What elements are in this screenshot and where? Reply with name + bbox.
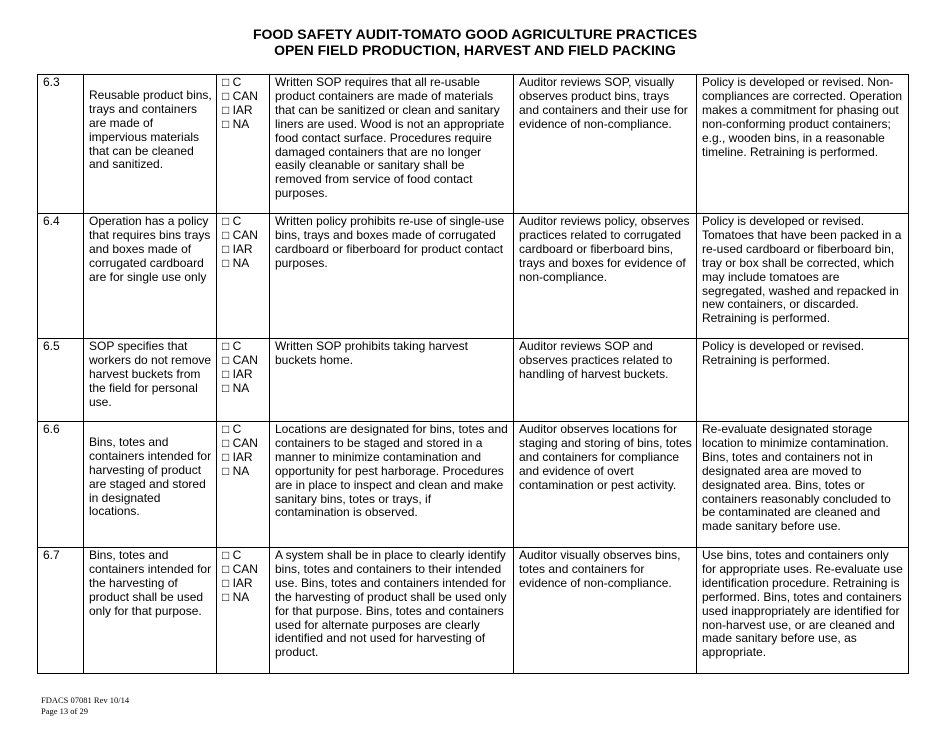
compliance-options <box>217 422 270 548</box>
requirement-cell: Bins, totes and containers intended for harvesting of product are staged and stored in designated locations. <box>84 422 217 548</box>
table-row <box>38 422 909 548</box>
verification-cell: Auditor observes locations for staging and storing of bins, totes and containers for compliance and evidence of overt contamination or pest activity. <box>514 422 697 548</box>
corrective-action-cell: Policy is developed or revised. Retraining is performed. <box>697 339 909 422</box>
option-iar-checkbox[interactable]: □ IAR <box>222 449 253 464</box>
corrective-action-cell: Policy is developed or revised. Non-compliances are corrected. Operation makes a commitment for phasing out non-conforming product containers; e.g., wooden bins, in a reasonable timeline. Retraining is performed. <box>697 75 909 214</box>
row-number: 6.6 <box>38 422 84 548</box>
option-can-checkbox[interactable]: □ CAN <box>222 561 258 576</box>
row-number: 6.4 <box>38 214 84 339</box>
table-row <box>38 548 909 674</box>
option-c-checkbox[interactable]: □ C <box>222 214 242 228</box>
sop-cell: Written SOP requires that all re-usable product containers are made of materials that can be sanitized or clean and sanitary liners are used. Wood is not an appropriate food contact surface. Procedures require damaged containers that are no longer easily cleanable or sanitary shall be removed from service of food contact purposes. <box>270 75 514 214</box>
corrective-action-cell: Re-evaluate designated storage location to minimize contamination. Bins, totes and containers not in designated area are moved to designated area. Bins, totes or containers reasonably concluded to be contaminated are cleaned and made sanitary before use. <box>697 422 909 548</box>
option-na-checkbox[interactable]: □ NA <box>222 463 250 478</box>
option-can-checkbox[interactable]: □ CAN <box>222 227 258 242</box>
sop-cell: Written SOP prohibits taking harvest buckets home. <box>270 339 514 422</box>
option-na-checkbox[interactable]: □ NA <box>222 589 250 604</box>
verification-cell: Auditor visually observes bins, totes and containers for evidence of non-compliance. <box>514 548 697 674</box>
option-na-checkbox[interactable]: □ NA <box>222 380 250 395</box>
compliance-options <box>217 75 270 214</box>
corrective-action-cell: Policy is developed or revised. Tomatoes that have been packed in a re-used cardboard or fiberboard bin, tray or box shall be corrected, which may include tomatoes are segregated, washed and repacked in new containers, or discarded. Retraining is performed. <box>697 214 909 339</box>
option-can-checkbox[interactable]: □ CAN <box>222 88 258 103</box>
sop-cell: Written policy prohibits re-use of single-use bins, trays and boxes made of corrugated cardboard or fiberboard for product contact purposes. <box>270 214 514 339</box>
corrective-action-cell: Use bins, totes and containers only for appropriate uses. Re-evaluate use identification procedure. Retraining is performed. Bins, totes and containers used inappropriately are identified for non-harvest use, or are cleaned and made sanitary before use, as appropriate. <box>697 548 909 674</box>
option-c-checkbox[interactable]: □ C <box>222 548 242 562</box>
sop-cell: Locations are designated for bins, totes and containers to be staged and stored in a manner to minimize contamination and opportunity for pest harborage. Procedures are in place to inspect and clean and make sanitary bins, totes or trays, if contamination is observed. <box>270 422 514 548</box>
requirement-cell: SOP specifies that workers do not remove harvest buckets from the field for personal use. <box>84 339 217 422</box>
option-iar-checkbox[interactable]: □ IAR <box>222 102 253 117</box>
audit-table <box>37 74 909 674</box>
row-number: 6.3 <box>38 75 84 214</box>
option-c-checkbox[interactable]: □ C <box>222 75 242 89</box>
sop-cell: A system shall be in place to clearly identify bins, totes and containers to their intended use. Bins, totes and containers intended for the harvesting of product shall be used only for that purpose. Bins, totes and containers used for alternate purposes are clearly identified and not used for harvesting of product. <box>270 548 514 674</box>
requirement-cell: Bins, totes and containers intended for the harvesting of product shall be used only for that purpose. <box>84 548 217 674</box>
option-iar-checkbox[interactable]: □ IAR <box>222 241 253 256</box>
document-title-line-1: FOOD SAFETY AUDIT-TOMATO GOOD AGRICULTURE PRACTICES <box>252 26 698 42</box>
table-row <box>38 75 909 214</box>
verification-cell: Auditor reviews policy, observes practices related to corrugated cardboard or fiberboard bins, trays and boxes for evidence of non-compliance. <box>514 214 697 339</box>
option-iar-checkbox[interactable]: □ IAR <box>222 575 253 590</box>
row-number: 6.5 <box>38 339 84 422</box>
option-na-checkbox[interactable]: □ NA <box>222 116 250 131</box>
form-number: FDACS 07081 Rev 10/14 <box>41 695 130 705</box>
option-c-checkbox[interactable]: □ C <box>222 339 242 353</box>
compliance-options <box>217 214 270 339</box>
row-number: 6.7 <box>38 548 84 674</box>
table-row <box>38 214 909 339</box>
requirement-cell: Operation has a policy that requires bins trays and boxes made of corrugated cardboard are for single use only <box>84 214 217 339</box>
page-number: Page 13 of 29 <box>41 705 88 716</box>
option-can-checkbox[interactable]: □ CAN <box>222 435 258 450</box>
option-iar-checkbox[interactable]: □ IAR <box>222 366 253 381</box>
compliance-options <box>217 339 270 422</box>
option-c-checkbox[interactable]: □ C <box>222 422 242 436</box>
verification-cell: Auditor reviews SOP, visually observes product bins, trays and containers and their use for evidence of non-compliance. <box>514 75 697 214</box>
page-footer <box>41 695 129 716</box>
option-na-checkbox[interactable]: □ NA <box>222 255 250 270</box>
requirement-cell: Reusable product bins, trays and containers are made of impervious materials that can be cleaned and sanitized. <box>84 75 217 214</box>
document-title-line-2: OPEN FIELD PRODUCTION, HARVEST AND FIELD PACKING <box>274 42 676 58</box>
table-row <box>38 339 909 422</box>
option-can-checkbox[interactable]: □ CAN <box>222 352 258 367</box>
compliance-options <box>217 548 270 674</box>
verification-cell: Auditor reviews SOP and observes practices related to handling of harvest buckets. <box>514 339 697 422</box>
